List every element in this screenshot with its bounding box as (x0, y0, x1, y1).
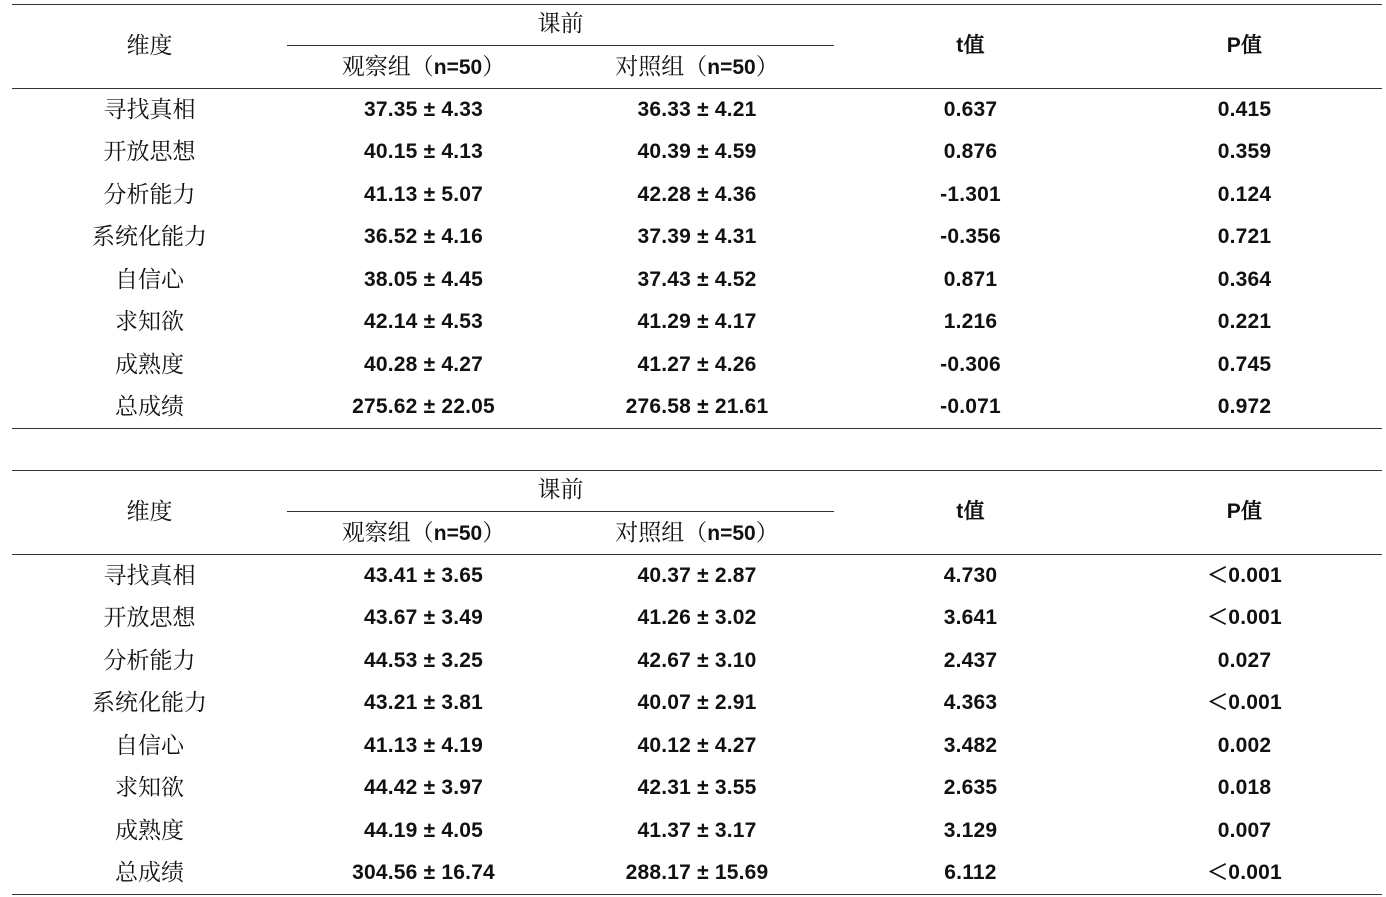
row-p: 0.745 (1217, 353, 1272, 376)
header-control-close: ） (755, 54, 779, 80)
row-t: 1.216 (943, 310, 998, 333)
header-observation-group (287, 47, 560, 87)
row-t: -0.306 (940, 353, 1001, 376)
row-control: 42.31 ± 3.55 (637, 776, 757, 799)
row-dimension: 分析能力 (103, 182, 196, 208)
header-span-before-class: 课前 (537, 11, 584, 37)
header-control-group (560, 513, 834, 553)
row-control: 40.39 ± 4.59 (637, 140, 757, 163)
table-bottom-rule (12, 428, 1382, 429)
row-p: 0.415 (1217, 98, 1272, 121)
header-span-rule (287, 45, 834, 46)
row-t: -0.356 (940, 225, 1001, 248)
row-control: 276.58 ± 21.61 (625, 395, 769, 418)
row-observation: 44.19 ± 4.05 (363, 819, 484, 842)
row-p: 0.124 (1217, 183, 1272, 206)
row-observation: 41.13 ± 5.07 (363, 183, 484, 206)
table-bottom-rule (12, 894, 1382, 895)
row-p: 0.364 (1217, 268, 1272, 291)
row-dimension: 成熟度 (115, 818, 184, 844)
row-observation: 36.52 ± 4.16 (363, 225, 484, 248)
header-dimension: 维度 (126, 499, 173, 525)
row-control: 41.29 ± 4.17 (637, 310, 757, 333)
row-control: 40.07 ± 2.91 (637, 691, 757, 714)
header-observation-close: ） (482, 520, 506, 546)
row-observation: 38.05 ± 4.45 (363, 268, 484, 291)
row-observation: 41.13 ± 4.19 (363, 734, 484, 757)
row-observation: 275.62 ± 22.05 (352, 395, 495, 418)
row-t: 3.641 (943, 606, 998, 629)
header-dimension: 维度 (126, 33, 173, 59)
row-t: 2.437 (943, 649, 998, 672)
row-control: 42.67 ± 3.10 (637, 649, 757, 672)
header-control-label: 对照组（ (615, 54, 708, 80)
header-control-label: 对照组（ (615, 520, 708, 546)
row-p: 0.002 (1217, 734, 1272, 757)
header-observation-group (287, 513, 560, 553)
row-dimension: 寻找真相 (103, 563, 196, 589)
header-control-group (560, 47, 834, 87)
header-t-value: t值 (956, 34, 985, 57)
header-control-n: n=50 (707, 522, 756, 545)
header-observation-n: n=50 (433, 56, 483, 79)
row-dimension: 总成绩 (115, 860, 184, 886)
row-dimension: 总成绩 (115, 394, 184, 420)
row-p: 0.972 (1217, 395, 1272, 418)
row-dimension: 自信心 (115, 267, 184, 293)
row-observation: 37.35 ± 4.33 (363, 98, 484, 121)
row-p: 0.721 (1217, 225, 1272, 248)
row-p: 0.027 (1217, 649, 1272, 672)
row-control: 40.12 ± 4.27 (637, 734, 757, 757)
row-p: ＜0.001 (1207, 564, 1282, 587)
row-p: 0.007 (1217, 819, 1272, 842)
row-dimension: 开放思想 (103, 139, 196, 165)
row-dimension: 开放思想 (103, 605, 196, 631)
row-t: 4.730 (943, 564, 998, 587)
header-control-n: n=50 (707, 56, 756, 79)
row-dimension: 分析能力 (103, 648, 196, 674)
header-observation-n: n=50 (433, 522, 483, 545)
row-t: 3.129 (943, 819, 998, 842)
row-observation: 43.21 ± 3.81 (363, 691, 484, 714)
row-dimension: 系统化能力 (92, 690, 207, 716)
comparison-table-2 (12, 470, 1382, 896)
row-t: 2.635 (943, 776, 998, 799)
row-observation: 44.53 ± 3.25 (363, 649, 484, 672)
row-t: 6.112 (944, 861, 997, 884)
row-observation: 43.41 ± 3.65 (363, 564, 484, 587)
row-dimension: 求知欲 (115, 309, 184, 335)
row-control: 42.28 ± 4.36 (637, 183, 757, 206)
header-span-rule (287, 511, 834, 512)
header-p-value: P值 (1226, 500, 1263, 523)
row-observation: 43.67 ± 3.49 (363, 606, 484, 629)
header-observation-close: ） (482, 54, 506, 80)
comparison-table-1 (12, 4, 1382, 430)
row-dimension: 求知欲 (115, 775, 184, 801)
header-observation-label: 观察组（ (341, 54, 434, 80)
row-observation: 40.28 ± 4.27 (363, 353, 484, 376)
row-control: 37.39 ± 4.31 (637, 225, 757, 248)
row-p: 0.221 (1217, 310, 1272, 333)
row-control: 36.33 ± 4.21 (637, 98, 757, 121)
row-t: -0.071 (940, 395, 1001, 418)
header-bottom-rule (12, 88, 1382, 89)
row-observation: 42.14 ± 4.53 (363, 310, 484, 333)
row-control: 37.43 ± 4.52 (637, 268, 757, 291)
row-dimension: 自信心 (115, 733, 184, 759)
row-dimension: 寻找真相 (103, 97, 196, 123)
row-p: 0.359 (1217, 140, 1272, 163)
row-t: 0.871 (943, 268, 998, 291)
row-control: 41.26 ± 3.02 (637, 606, 757, 629)
row-t: -1.301 (940, 183, 1001, 206)
row-t: 3.482 (943, 734, 998, 757)
row-p: 0.018 (1217, 776, 1272, 799)
header-bottom-rule (12, 554, 1382, 555)
row-t: 0.637 (943, 98, 998, 121)
row-p: ＜0.001 (1207, 606, 1282, 629)
row-dimension: 成熟度 (115, 352, 184, 378)
row-control: 41.37 ± 3.17 (637, 819, 757, 842)
row-control: 288.17 ± 15.69 (625, 861, 769, 884)
row-dimension: 系统化能力 (92, 224, 207, 250)
header-span-before-class: 课前 (537, 477, 584, 503)
header-t-value: t值 (956, 500, 985, 523)
row-observation: 304.56 ± 16.74 (352, 861, 495, 884)
header-p-value: P值 (1226, 34, 1263, 57)
row-p: ＜0.001 (1207, 861, 1282, 884)
row-observation: 44.42 ± 3.97 (363, 776, 484, 799)
row-t: 0.876 (943, 140, 998, 163)
header-observation-label: 观察组（ (341, 520, 434, 546)
row-control: 40.37 ± 2.87 (637, 564, 757, 587)
row-observation: 40.15 ± 4.13 (363, 140, 484, 163)
row-p: ＜0.001 (1207, 691, 1282, 714)
row-t: 4.363 (943, 691, 998, 714)
row-control: 41.27 ± 4.26 (637, 353, 757, 376)
header-control-close: ） (755, 520, 779, 546)
